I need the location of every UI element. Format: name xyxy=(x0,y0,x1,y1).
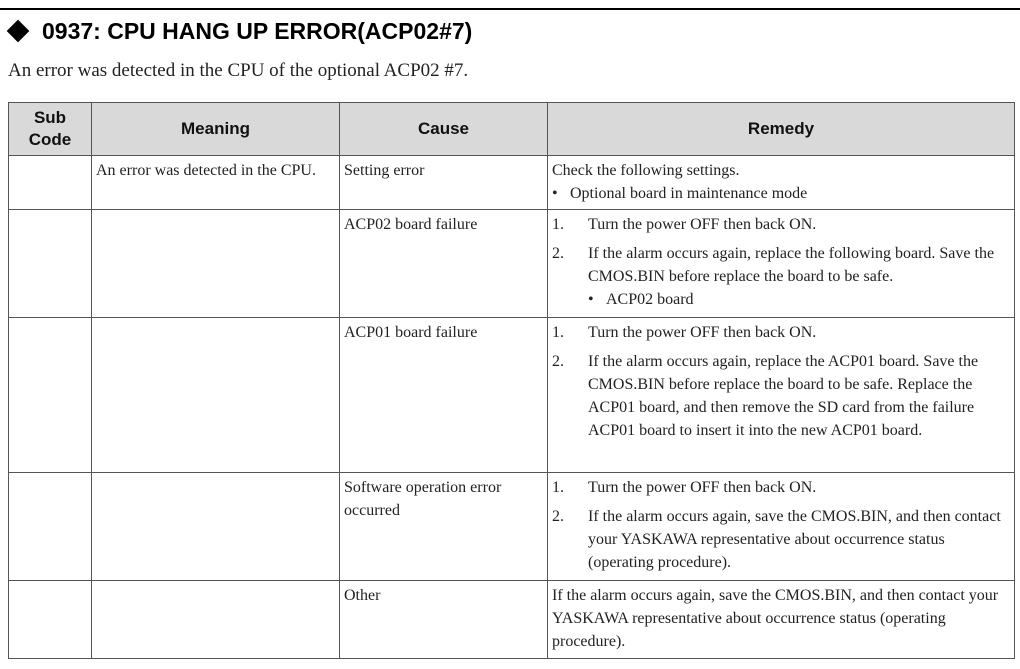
step-number: 1. xyxy=(552,479,564,496)
sub-code-cell xyxy=(9,210,92,318)
step-text: Turn the power OFF then back ON. xyxy=(588,324,817,341)
meaning-cell xyxy=(92,318,340,473)
table-row xyxy=(9,210,1015,318)
meaning-cell xyxy=(92,210,340,318)
meaning-cell xyxy=(92,581,340,659)
cause-cell: ACP01 board failure xyxy=(340,318,548,473)
column-header-sub-code: Sub Code xyxy=(9,103,92,156)
remedy-cell xyxy=(548,473,1015,581)
remedy-text: Check the following settings. xyxy=(552,162,740,179)
sub-code-cell xyxy=(9,473,92,581)
top-rule xyxy=(0,8,1020,10)
step-number: 2. xyxy=(552,353,564,370)
step-text: Turn the power OFF then back ON. xyxy=(588,216,817,233)
section-title: 0937: CPU HANG UP ERROR(ACP02#7) xyxy=(42,17,473,44)
remedy-bullet xyxy=(552,182,1010,205)
cause-cell: Software operation error occurred xyxy=(340,473,548,581)
remedy-step xyxy=(552,350,1010,442)
bullet-dot-icon: • xyxy=(552,185,558,202)
cause-cell: Other xyxy=(340,581,548,659)
remedy-cell xyxy=(548,581,1015,659)
remedy-cell xyxy=(548,156,1015,210)
step-text: If the alarm occurs again, replace the following board. Save the CMOS.BIN before replace the board to be safe. xyxy=(588,245,995,285)
step-number: 2. xyxy=(552,245,564,262)
table-row xyxy=(9,318,1015,473)
step-text: If the alarm occurs again, replace the ACP01 board. Save the CMOS.BIN before replace the board to be safe. Replace the ACP01 board, and then remove the SD card from the failure ACP01 board to insert it into the new ACP01 board. xyxy=(588,353,979,439)
table-row xyxy=(9,581,1015,659)
step-text: Turn the power OFF then back ON. xyxy=(588,479,817,496)
table-row xyxy=(9,156,1015,210)
remedy-step xyxy=(552,505,1010,574)
diamond-bullet-icon xyxy=(7,20,30,43)
step-number: 1. xyxy=(552,216,564,233)
remedy-bullet xyxy=(588,288,1010,311)
step-text: If the alarm occurs again, save the CMOS.BIN, and then contact your YASKAWA representative about occurrence status (operating procedure). xyxy=(588,508,1001,571)
remedy-text: If the alarm occurs again, save the CMOS.BIN, and then contact your YASKAWA representative about occurrence status (operating procedure). xyxy=(552,587,999,650)
remedy-step xyxy=(552,242,1010,311)
remedy-step xyxy=(552,213,1010,236)
remedy-cell xyxy=(548,210,1015,318)
sub-code-cell xyxy=(9,581,92,659)
remedy-step xyxy=(552,476,1010,499)
alarm-detail-table xyxy=(8,102,1015,659)
bullet-dot-icon: • xyxy=(588,291,594,308)
remedy-bullet-text: ACP02 board xyxy=(606,291,694,308)
table-row xyxy=(9,473,1015,581)
step-number: 1. xyxy=(552,324,564,341)
sub-code-cell xyxy=(9,156,92,210)
meaning-cell xyxy=(92,473,340,581)
column-header-meaning: Meaning xyxy=(92,103,340,156)
section-heading xyxy=(6,14,472,48)
meaning-cell: An error was detected in the CPU. xyxy=(92,156,340,210)
remedy-bullet-text: Optional board in maintenance mode xyxy=(570,185,808,202)
cause-cell: Setting error xyxy=(340,156,548,210)
remedy-cell xyxy=(548,318,1015,473)
cause-cell: ACP02 board failure xyxy=(340,210,548,318)
remedy-step xyxy=(552,321,1010,344)
column-header-remedy: Remedy xyxy=(548,103,1015,156)
sub-code-cell xyxy=(9,318,92,473)
column-header-cause: Cause xyxy=(340,103,548,156)
table-header-row xyxy=(9,103,1015,156)
section-description: An error was detected in the CPU of the optional ACP02 #7. xyxy=(8,60,469,81)
step-number: 2. xyxy=(552,508,564,525)
